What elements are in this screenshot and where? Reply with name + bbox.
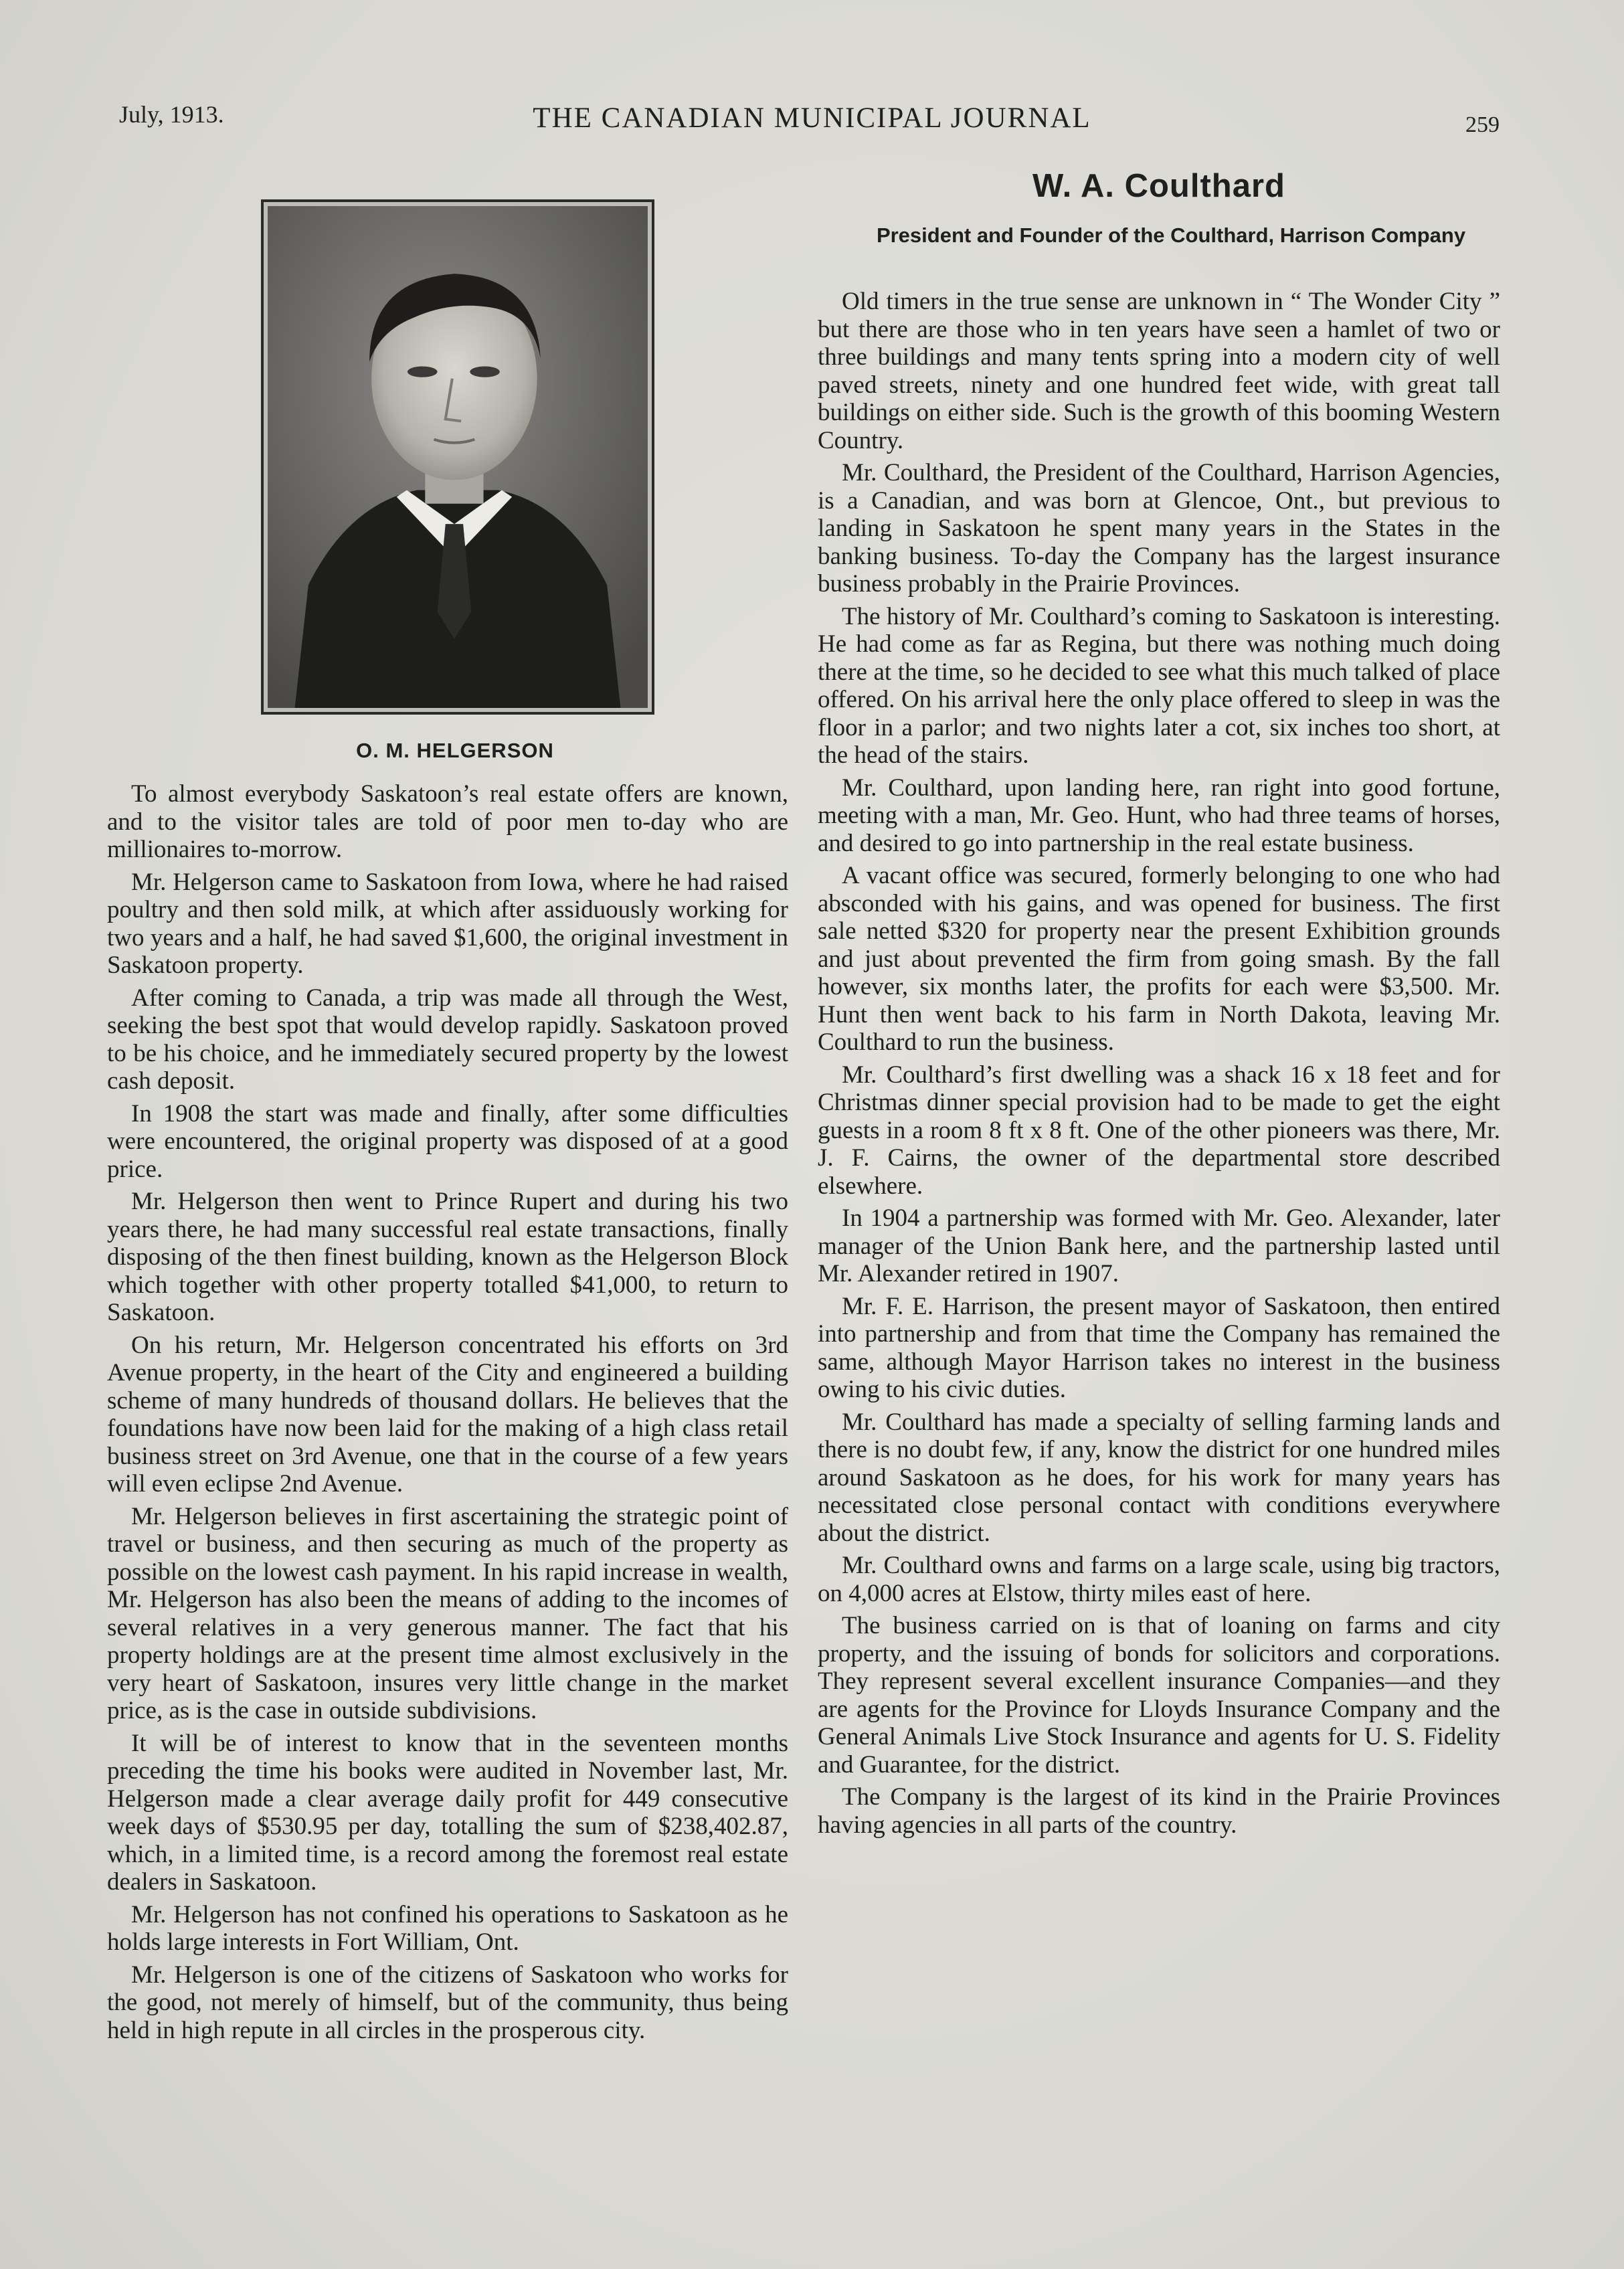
- left-paragraph: Mr. Helgerson is one of the citizens of Saskatoon who works for the good, not merely of himself, but of the community, thus being held in high repute in all circles in the prosperous city.: [107, 1961, 788, 2044]
- right-paragraph: Mr. Coulthard, the President of the Coulthard, Harrison Agencies, is a Canadian, and was born at Glencoe, Ont., but previous to landing in Saskatoon he spent many years in the States in the banking business. To-day the Company has the largest insurance business probably in the Prairie Provinces.: [818, 459, 1500, 598]
- right-paragraph: The history of Mr. Coulthard’s coming to Saskatoon is interesting. He had come as far as Regina, but there was nothing much doing there at the time, so he decided to see what this much talked of place offered. On his arrival here the only place offered to sleep in was the floor in a parlor; and two nights later a cot, six inches too short, at the head of the stairs.: [818, 602, 1500, 769]
- right-paragraph: Mr. Coulthard’s first dwelling was a shack 16 x 18 feet and for Christmas dinner special provision had to be made to get the eight guests in a room 8 ft x 8 ft. One of the other pioneers was there, Mr. J. F. Cairns, the owner of the departmental store described elsewhere.: [818, 1061, 1500, 1200]
- left-paragraph: After coming to Canada, a trip was made all through the West, seeking the best spot that would develop rapidly. Saskatoon proved to be his choice, and he immediately secured property by the lowest cash deposit.: [107, 984, 788, 1095]
- right-article-body: [818, 288, 1500, 1843]
- left-paragraph: Mr. Helgerson has not confined his operations to Saskatoon as he holds large interests in Fort William, Ont.: [107, 1900, 788, 1956]
- left-paragraph: On his return, Mr. Helgerson concentrated his efforts on 3rd Avenue property, in the heart of the City and engineered a building scheme of many hundreds of thousand dollars. He believes that the foundations have now been laid for the making of a high class retail business street on 3rd Avenue, one that in the course of a few years will even eclipse 2nd Avenue.: [107, 1331, 788, 1497]
- right-paragraph: A vacant office was secured, formerly belonging to one who had absconded with his gains, and was opened for business. The first sale netted $320 for property near the present Exhibition grounds and just about prevented the firm from going smash. By the fall however, six months later, the profits for each were $3,500. Mr. Hunt then went back to his farm in North Dakota, leaving Mr. Coulthard to run the business.: [818, 862, 1500, 1056]
- portrait-frame: [261, 199, 654, 715]
- left-paragraph: To almost everybody Saskatoon’s real estate offers are known, and to the visitor tales are told of poor men to-day who are millionaires to-morrow.: [107, 780, 788, 863]
- left-paragraph: In 1908 the start was made and finally, after some difficulties were encountered, the original property was disposed of at a good price.: [107, 1099, 788, 1183]
- right-paragraph: Mr. F. E. Harrison, the present mayor of Saskatoon, then entired into partnership and from that time the Company has remained the same, although Mayor Harrison takes no interest in the business owing to his civic duties.: [818, 1292, 1500, 1403]
- right-paragraph: In 1904 a partnership was formed with Mr. Geo. Alexander, later manager of the Union Bank here, and the partnership lasted until Mr. Alexander retired in 1907.: [818, 1204, 1500, 1287]
- left-article-body: [107, 780, 788, 2049]
- article-subtitle: President and Founder of the Coulthard, Harrison Company: [876, 223, 1466, 247]
- portrait-illustration: [268, 206, 648, 708]
- right-paragraph: Old timers in the true sense are unknown in “ The Wonder City ” but there are those who in ten years have seen a hamlet of two or three buildings and many tents spring into a modern city of well paved streets, ninety and one hundred feet wide, with great tall buildings on either side. Such is the growth of this booming Western Country.: [818, 288, 1500, 454]
- left-paragraph: Mr. Helgerson believes in first ascertaining the strategic point of travel or business, and then securing as much of the property as possible on the lowest cash payment. In his rapid increase in wealth, Mr. Helgerson has also been the means of adding to the incomes of several relatives in a very generous manner. The fact that his property holdings are at the present time almost exclusively in the very heart of Saskatoon, insures very little change in the market price, as is the case in outside subdivisions.: [107, 1502, 788, 1724]
- right-paragraph: Mr. Coulthard, upon landing here, ran right into good fortune, meeting with a man, Mr. Geo. Hunt, who had three teams of horses, and desired to go into partnership in the real estate business.: [818, 774, 1500, 857]
- left-paragraph: It will be of interest to know that in the seventeen months preceding the time his books were audited in November last, Mr. Helgerson made a clear average daily profit for 449 consecutive week days of $530.95 per day, totalling the sum of $238,402.87, which, in a limited time, is a record among the foremost real estate dealers in Saskatoon.: [107, 1729, 788, 1896]
- right-paragraph: The Company is the largest of its kind in the Prairie Provinces having agencies in all parts of the country.: [818, 1783, 1500, 1839]
- journal-title: THE CANADIAN MUNICIPAL JOURNAL: [533, 102, 1091, 134]
- article-title: W. A. Coulthard: [1032, 168, 1285, 204]
- left-paragraph: Mr. Helgerson came to Saskatoon from Iowa, where he had raised poultry and then sold milk, at which after assiduously working for two years and a half, he had saved $1,600, the original investment in Saskatoon property.: [107, 868, 788, 979]
- issue-date: July, 1913.: [119, 101, 224, 128]
- right-paragraph: Mr. Coulthard has made a specialty of selling farming lands and there is no doubt few, if any, know the district for one hundred miles around Saskatoon as he does, for his work for many years has necessitated close personal contact with conditions everywhere about the district.: [818, 1408, 1500, 1547]
- page-number: 259: [1465, 112, 1500, 137]
- right-paragraph: The business carried on is that of loaning on farms and city property, and the issuing of bonds for solicitors and corporations. They represent several excellent insurance Companies—and they are agents for the Province for Lloyds Insurance Company and the General Animals Live Stock Insurance and agents for U. S. Fidelity and Guarantee, for the district.: [818, 1612, 1500, 1779]
- left-paragraph: Mr. Helgerson then went to Prince Rupert and during his two years there, he had many successful real estate transactions, finally disposing of the then finest building, known as the Helgerson Block which together with other property totalled $41,000, to return to Saskatoon.: [107, 1188, 788, 1326]
- photo-caption: O. M. HELGERSON: [356, 739, 554, 762]
- portrait-photo: [268, 206, 648, 708]
- right-paragraph: Mr. Coulthard owns and farms on a large scale, using big tractors, on 4,000 acres at Elstow, thirty miles east of here.: [818, 1552, 1500, 1607]
